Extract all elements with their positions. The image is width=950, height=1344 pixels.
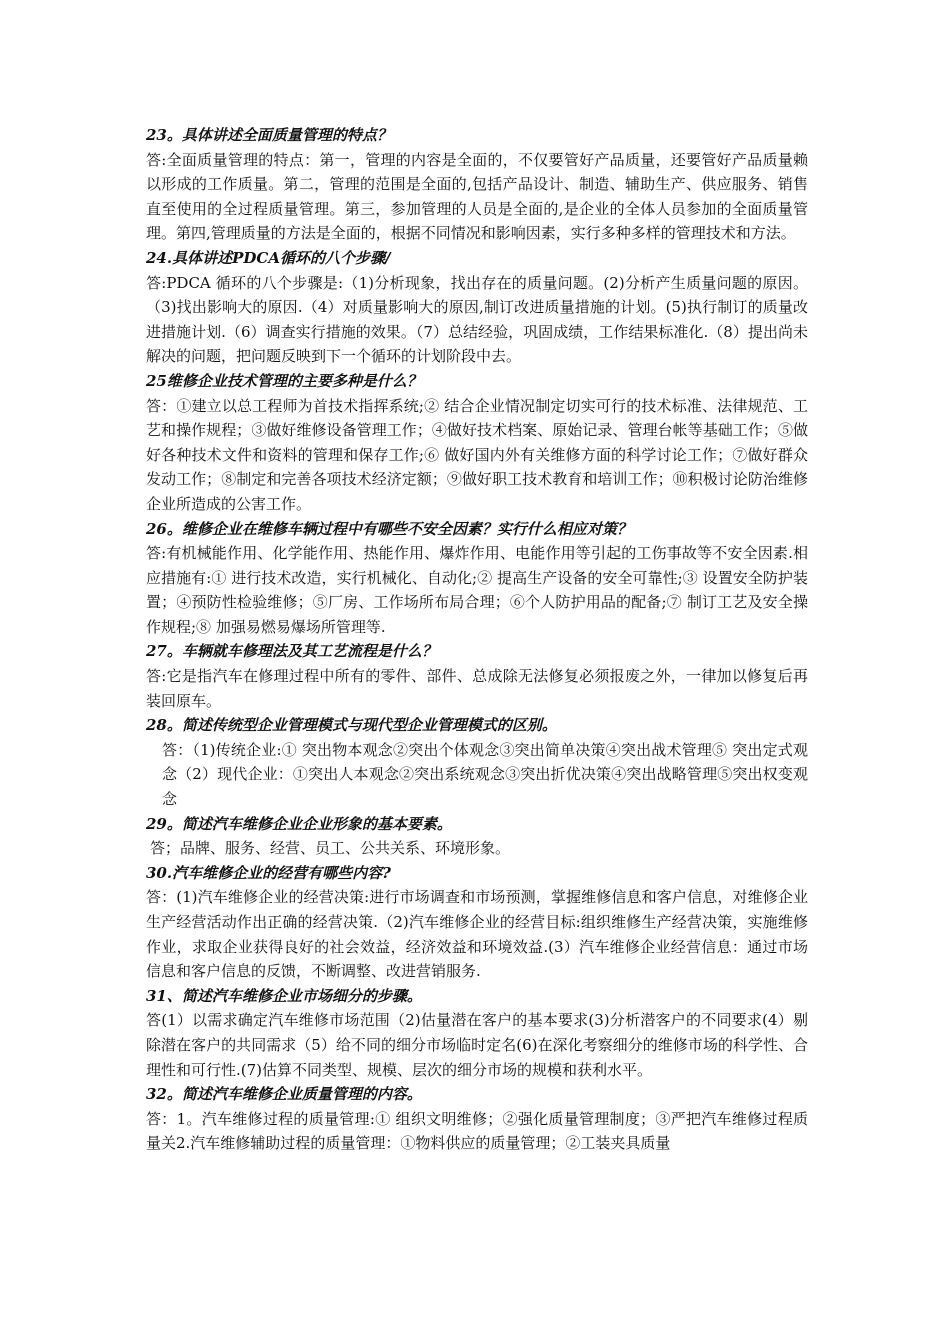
answer-28: 答：（1)传统企业:① 突出物本观念②突出个体观念③突出简单决策④突出战术管理⑤ 突出定式观念（2）现代企业：①突出人本观念②突出系统观念③突出折优决策④突出战略管理⑤突出权变观念 <box>162 740 808 809</box>
answer-30: 答：(1)汽车维修企业的经营决策:进行市场调查和市场预测，掌握维修信息和客户信息，对维修企业生产经营活动作出正确的经营决策.（2)汽车维修企业的经营目标:组织维修生产经营决策，实施维修作业，求取企业获得良好的社会效益，经济效益和环境效益.(3）汽车维修企业经营信息：通过市场信息和客户信息的反馈，不断调整、改进营销服务. <box>146 888 808 981</box>
question-26: 26。维修企业在维修车辆过程中有哪些不安全因素？实行什么相应对策？ <box>146 519 632 538</box>
answer-24: 答:PDCA 循环的八个步骤是:（1)分析现象，找出存在的质量问题。(2)分析产生质量问题的原因。（3)找出影响大的原因.（4）对质量影响大的原因,制订改进质量措施的计划。(5)执行制订的质量改进措施计划.（6）调查实行措施的效果。（7）总结经验，巩固成绩，工作结果标准化.（8）提出尚未解决的问题，把问题反映到下一个循环的计划阶段中去。 <box>146 273 808 366</box>
answer-27: 答:它是指汽车在修理过程中所有的零件、部件、总成除无法修复必须报废之外，一律加以修复后再装回原车。 <box>146 667 808 710</box>
answer-32: 答：1。汽车维修过程的质量管理:① 组织文明维修；②强化质量管理制度；③严把汽车维修过程质量关2.汽车维修辅助过程的质量管理：①物料供应的质量管理；②工装夹具质量 <box>146 1109 808 1153</box>
answer-26: 答:有机械能作用、化学能作用、热能作用、爆炸作用、电能作用等引起的工伤事故等不安全因素.相应措施有:① 进行技术改造，实行机械化、自动化;② 提高生产设备的安全可靠性;③ 设置安全防护装置；④预防性检验维修；⑤厂房、工作场所布局合理；⑥个人防护用品的配备;⑦ 制订工艺及安全操作规程;⑧ 加强易燃易爆场所管理等. <box>146 544 808 636</box>
question-31: 31、简述汽车维修企业市场细分的步骤。 <box>146 986 422 1005</box>
question-25: 25维修企业技术管理的主要多种是什么？ <box>146 371 422 390</box>
question-24: 24.具体讲述PDCA循环的八个步骤/ <box>146 248 391 267</box>
question-30: 30.汽车维修企业的经营有哪些内容? <box>146 863 391 882</box>
answer-23: 答:全面质量管理的特点：第一，管理的内容是全面的，不仅要管好产品质量，还要管好产品质量赖以形成的工作质量。第二，管理的范围是全面的,包括产品设计、制造、辅助生产、供应服务、销售直至使用的全过程质量管理。第三，参加管理的人员是全面的,是企业的全体人员参加的全面质量管理。第四,管理质量的方法是全面的，根据不同情况和影响因素，实行多种多样的管理技术和方法。 <box>146 150 808 243</box>
question-27: 27。车辆就车修理法及其工艺流程是什么？ <box>146 642 437 661</box>
question-23: 23。具体讲述全面质量管理的特点？ <box>146 126 392 144</box>
document-page <box>146 123 808 1156</box>
question-29: 29。简述汽车维修企业企业形象的基本要素。 <box>146 814 452 833</box>
question-32: 32。简述汽车维修企业质量管理的内容。 <box>146 1085 422 1104</box>
answer-29: 答；品牌、服务、经营、员工、公共关系、环境形象。 <box>150 839 511 858</box>
question-28: 28。简述传统型企业管理模式与现代型企业管理模式的区别。 <box>146 716 557 735</box>
answer-31: 答(1）以需求确定汽车维修市场范围（2)估量潜在客户的基本要求(3)分析潜客户的不同要求(4）剔除潜在客户的共同需求（5）给不同的细分市场临时定名(6)在深化考察细分的维修市场的科学性、合理性和可行性.(7)估算不同类型、规模、层次的细分市场的规模和获利水平。 <box>146 1011 808 1079</box>
answer-25: 答：①建立以总工程师为首技术指挥系统;② 结合企业情况制定切实可行的技术标准、法律规范、工艺和操作规程；③做好维修设备管理工作；④做好技术档案、原始记录、管理台帐等基础工作；⑤做好各种技术文件和资料的管理和保存工作;⑥ 做好国内外有关维修方面的科学讨论工作；⑦做好群众发动工作；⑧制定和完善各项技术经济定额；⑨做好职工技术教育和培训工作；⑩积极讨论防治维修企业所造成的公害工作。 <box>146 396 808 513</box>
